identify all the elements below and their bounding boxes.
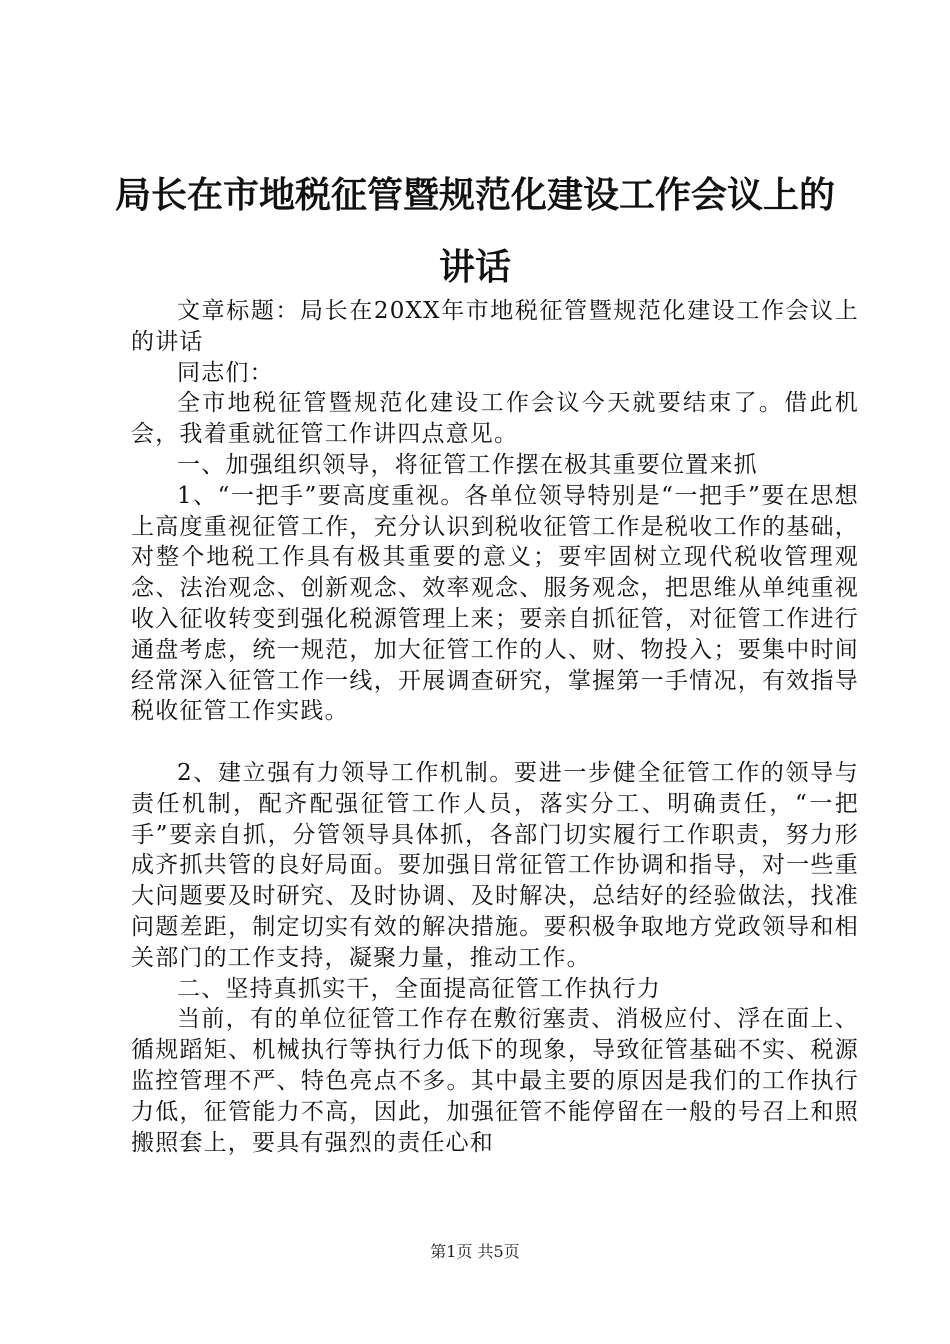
document-body (131, 296, 859, 1158)
page-number-footer: 第1页 共5页 (430, 1242, 520, 1261)
section-heading-2: 二、坚持真抓实干，全面提高征管工作执行力 (177, 975, 661, 1002)
section-heading-1: 一、加强组织领导，将征管工作摆在极其重要位置来抓 (177, 451, 758, 478)
document-title: 局长在市地税征管暨规范化建设工作会议上的讲话 (114, 175, 835, 288)
paragraph-2-intro: 当前，有的单位征管工作存在敷衍塞责、消极应付、浮在面上、循规蹈矩、机械执行等执行力低下的现象，导致征管基础不实、税源监控管理不严、特色亮点不多。其中最主要的原因是我们的工作执行力低，征管能力不高，因此，加强征管不能停留在一般的号召上和照搬照套上，要具有强烈的责任心和 (131, 1006, 859, 1156)
paragraph-1-1: 1、“一把手”要高度重视。各单位领导特别是“一把手”要在思想上高度重视征管工作，充分认识到税收征管工作是税收工作的基础，对整个地税工作具有极其重要的意义；要牢固树立现代税收管理观念、法治观念、创新观念、效率观念、服务观念，把思维从单纯重视收入征收转变到强化税源管理上来；要亲自抓征管，对征管工作进行通盘考虑，统一规范，加大征管工作的人、财、物投入；要集中时间经常深入征管工作一线，开展调查研究，掌握第一手情况，有效指导税收征管工作实践。 (131, 482, 859, 725)
article-title-line: 文章标题：局长在20XX年市地税征管暨规范化建设工作会议上的讲话 (131, 298, 859, 355)
paragraph-intro: 全市地税征管暨规范化建设工作会议今天就要结束了。借此机会，我着重就征管工作讲四点意见。 (131, 390, 859, 448)
salutation: 同志们： (177, 359, 274, 386)
paragraph-1-2: 2、建立强有力领导工作机制。要进一步健全征管工作的领导与责任机制，配齐配强征管工作人员，落实分工、明确责任，“一把手”要亲自抓，分管领导具体抓，各部门切实履行工作职责，努力形成齐抓共管的良好局面。要加强日常征管工作协调和指导，对一些重大问题要及时研究、及时协调、及时解决，总结好的经验做法，找准问题差距，制定切实有效的解决措施。要积极争取地方党政领导和相关部门的工作支持，凝聚力量，推动工作。 (131, 759, 859, 971)
